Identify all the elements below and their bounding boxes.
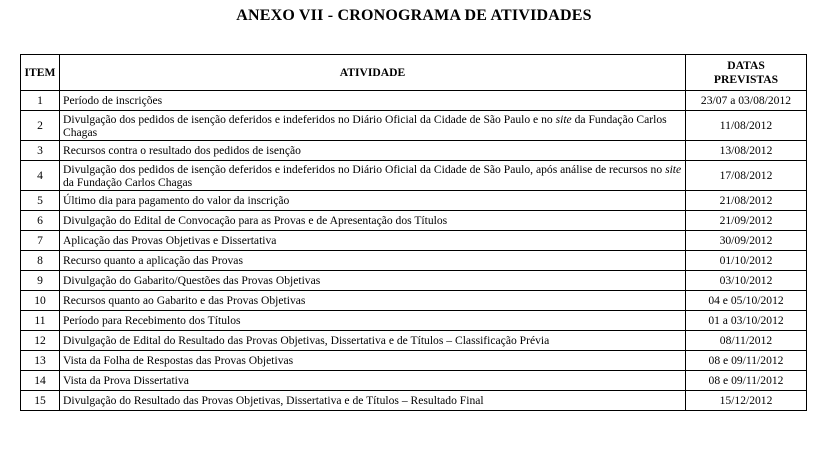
table-row [21, 291, 807, 311]
activity-text: Recursos contra o resultado dos pedidos de isenção [60, 141, 686, 161]
document-title: ANEXO VII - CRONOGRAMA DE ATIVIDADES [236, 7, 592, 24]
table-row [21, 311, 807, 331]
activity-text: Aplicação das Provas Objetivas e Dissertativa [60, 231, 686, 251]
activity-text: Divulgação de Edital do Resultado das Provas Objetivas, Dissertativa e de Títulos – Classificação Prévia [60, 331, 686, 351]
activity-text: Período de inscrições [60, 91, 686, 111]
item-number: 12 [21, 331, 60, 351]
activity-date: 13/08/2012 [686, 141, 807, 161]
table-row [21, 251, 807, 271]
item-number: 9 [21, 271, 60, 291]
activity-date: 01/10/2012 [686, 251, 807, 271]
activity-text-part: Divulgação dos pedidos de isenção deferidos e indeferidos no Diário Oficial da Cidade de São Paulo e no [63, 112, 556, 126]
activity-date: 11/08/2012 [686, 111, 807, 141]
activity-text: Recurso quanto a aplicação das Provas [60, 251, 686, 271]
header-dates-line2: PREVISTAS [713, 72, 779, 86]
activity-date: 04 e 05/10/2012 [686, 291, 807, 311]
item-number: 2 [21, 111, 60, 141]
activity-text: Recursos quanto ao Gabarito e das Provas Objetivas [60, 291, 686, 311]
item-number: 11 [21, 311, 60, 331]
activity-text-italic: site [555, 112, 572, 126]
activity-text: Divulgação do Resultado das Provas Objetivas, Dissertativa e de Títulos – Resultado Final [60, 391, 686, 411]
table-row [21, 141, 807, 161]
activity-text-part: da Fundação Carlos Chagas [63, 175, 193, 189]
activity-date: 30/09/2012 [686, 231, 807, 251]
table-row [21, 351, 807, 371]
item-number: 5 [21, 191, 60, 211]
activity-text: Último dia para pagamento do valor da inscrição [60, 191, 686, 211]
item-number: 1 [21, 91, 60, 111]
item-number: 6 [21, 211, 60, 231]
activity-text-part: Divulgação dos pedidos de isenção deferidos e indeferidos no Diário Oficial da Cidade de São Paulo, após análise de recursos no [63, 162, 666, 176]
item-number: 14 [21, 371, 60, 391]
activity-date: 01 a 03/10/2012 [686, 311, 807, 331]
header-activity: ATIVIDADE [60, 55, 686, 91]
activity-text [60, 111, 686, 141]
activity-text-part: da Fundação Carlos Chagas [63, 112, 667, 139]
table-header-row [21, 55, 807, 91]
activity-text [60, 161, 686, 191]
table-row [21, 191, 807, 211]
activity-date: 23/07 a 03/08/2012 [686, 91, 807, 111]
activity-date: 15/12/2012 [686, 391, 807, 411]
schedule-table [20, 54, 807, 411]
header-item: ITEM [21, 55, 60, 91]
activity-text: Período para Recebimento dos Títulos [60, 311, 686, 331]
item-number: 8 [21, 251, 60, 271]
activity-date: 17/08/2012 [686, 161, 807, 191]
item-number: 10 [21, 291, 60, 311]
table-row [21, 271, 807, 291]
table-row [21, 161, 807, 191]
table-row [21, 391, 807, 411]
activity-date: 21/09/2012 [686, 211, 807, 231]
activity-date: 08/11/2012 [686, 331, 807, 351]
table-row [21, 371, 807, 391]
header-dates [686, 55, 807, 91]
activity-text: Divulgação do Edital de Convocação para as Provas e de Apresentação dos Títulos [60, 211, 686, 231]
activity-text-italic: site [665, 162, 682, 176]
activity-text: Vista da Prova Dissertativa [60, 371, 686, 391]
activity-date: 08 e 09/11/2012 [686, 371, 807, 391]
activity-date: 21/08/2012 [686, 191, 807, 211]
item-number: 13 [21, 351, 60, 371]
table-row [21, 111, 807, 141]
table-row [21, 211, 807, 231]
table-row [21, 91, 807, 111]
table-row [21, 231, 807, 251]
item-number: 3 [21, 141, 60, 161]
activity-text: Divulgação do Gabarito/Questões das Provas Objetivas [60, 271, 686, 291]
activity-date: 03/10/2012 [686, 271, 807, 291]
table-row [21, 331, 807, 351]
item-number: 4 [21, 161, 60, 191]
item-number: 7 [21, 231, 60, 251]
activity-date: 08 e 09/11/2012 [686, 351, 807, 371]
header-dates-line1: DATAS [727, 58, 765, 72]
item-number: 15 [21, 391, 60, 411]
activity-text: Vista da Folha de Respostas das Provas Objetivas [60, 351, 686, 371]
